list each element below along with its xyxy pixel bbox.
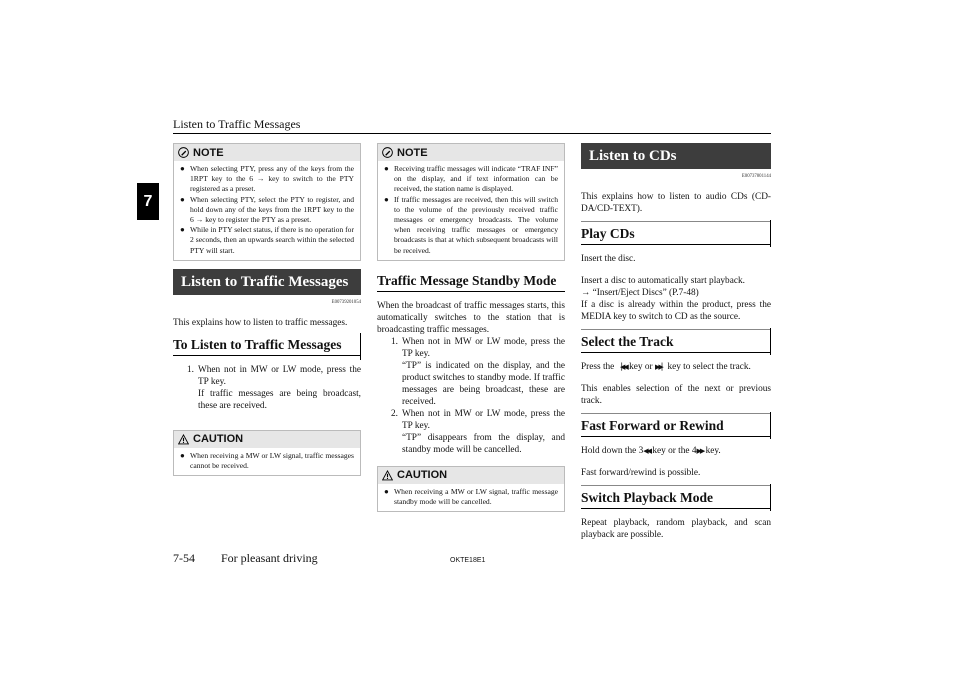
step-item: 1. When not in MW or LW mode, press the TP key. If traffic messages are being broadcast, these are received. xyxy=(187,364,361,411)
subhead-label: Play CDs xyxy=(581,226,635,241)
switch-note: Repeat playback, random playback, and scan playback are possible. xyxy=(581,518,771,540)
note-header xyxy=(174,144,360,161)
footer-section: For pleasant driving xyxy=(221,551,318,565)
step-item: 1. When not in MW or LW mode, press the TP key. “TP” is indicated on the display, and the product switches to standby mode. If traffic messages are being broadcast, these are received. xyxy=(391,336,565,407)
note-body xyxy=(174,161,360,260)
note-header xyxy=(378,144,564,161)
step-item: 2. When not in MW or LW mode, press the TP key. “TP” disappears from the display, and standby mode will be cancelled. xyxy=(391,408,565,455)
subhead-rule xyxy=(360,333,361,360)
note-pencil-icon xyxy=(178,147,189,158)
subhead-play xyxy=(581,221,771,245)
section-code: E00737801144 xyxy=(741,174,771,179)
bullet-icon: ● xyxy=(180,194,185,204)
caution-body xyxy=(378,484,564,511)
ffwd-note: Fast forward/rewind is possible. xyxy=(581,468,701,478)
header-rule xyxy=(173,133,771,134)
play-auto: Insert a disc to automatically start playback. xyxy=(581,276,745,286)
warning-triangle-icon xyxy=(178,434,189,445)
caution-box xyxy=(173,430,361,476)
warning-triangle-icon xyxy=(382,470,393,481)
fast-forward-icon: ▶▶ xyxy=(696,447,704,455)
note-item: ● While in PTY select status, if there is no operation for 2 seconds, then an upwards search within the selected PTY will start. xyxy=(180,225,354,255)
subhead-ffwd xyxy=(581,413,771,437)
bullet-icon: ● xyxy=(180,164,185,173)
bullet-icon: ● xyxy=(180,450,185,460)
caution-box xyxy=(377,466,565,512)
select-note: This enables selection of the next or previous track. xyxy=(581,384,771,406)
caution-header xyxy=(378,467,564,484)
caution-item: ● When receiving a MW or LW signal, traffic messages cannot be received. xyxy=(180,450,354,471)
caution-body xyxy=(174,448,360,475)
select-step: Press the ▕◀◀ key or ▶▶▏ key to select the track. xyxy=(581,362,751,372)
note-item: ● When selecting PTY, press any of the keys from the 1RPT key to the 6 → key to switch to the PTY registered as a preset. xyxy=(180,164,354,194)
bullet-icon: ● xyxy=(384,194,389,204)
note-box xyxy=(173,143,361,261)
subhead-switch xyxy=(581,485,771,509)
step-list xyxy=(173,364,361,412)
play-reference: → “Insert/Eject Discs” (P.7-48) xyxy=(581,288,699,298)
subhead-label: Select the Track xyxy=(581,334,674,349)
note-label: NOTE xyxy=(193,146,224,159)
section-intro: This explains how to listen to audio CDs (CD-DA/CD-TEXT). xyxy=(581,192,771,214)
section-title-bar: Listen to CDs xyxy=(581,143,771,169)
note-pencil-icon xyxy=(382,147,393,158)
subhead-rule xyxy=(770,484,771,511)
caution-header xyxy=(174,431,360,448)
bullet-icon: ● xyxy=(180,225,185,235)
note-item: ● Receiving traffic messages will indicate “TRAF INF” on the display, and if text information can be received, the station name is displayed. xyxy=(384,164,558,194)
subhead-rule xyxy=(770,328,771,355)
chapter-tab: 7 xyxy=(137,183,159,220)
page-number: 7-54 xyxy=(173,551,195,565)
bullet-icon: ● xyxy=(384,164,389,173)
caution-label: CAUTION xyxy=(397,469,448,482)
subhead xyxy=(173,335,361,356)
section-title-bar: Listen to Traffic Messages xyxy=(173,269,361,295)
note-item: ● When selecting PTY, select the PTY to register, and hold down any of the keys from the 1RPT key to the 6 → key to register the PTY as a preset. xyxy=(180,194,354,225)
subhead-rule xyxy=(770,220,771,247)
section-intro: When the broadcast of traffic messages starts, this automatically switches to the station that is broadcasting traffic messages. xyxy=(377,300,565,335)
next-track-icon: ▶▶▏ xyxy=(654,363,666,371)
play-media: If a disc is already within the product, press the MEDIA key to switch to CD as the source. xyxy=(581,300,771,322)
subhead-label: Switch Playback Mode xyxy=(581,490,714,505)
column-1 xyxy=(173,143,361,476)
section-code: E00739201054 xyxy=(331,299,361,305)
note-item: ● If traffic messages are received, then this will switch to the volume of the previously received traffic messages or emergency broadcasts. The volume when receiving traffic messages or emergency broadcasts is that at which subsequent broadcasts will be received. xyxy=(384,194,558,255)
subhead-rule xyxy=(770,412,771,439)
ffwd-step: Hold down the 3◀◀ key or the 4▶▶ key. xyxy=(581,446,721,456)
previous-track-icon: ▕◀◀ xyxy=(616,363,627,371)
subhead-select xyxy=(581,329,771,353)
column-2 xyxy=(377,143,565,512)
caution-item: ● When receiving a MW or LW signal, traffic message standby mode will be cancelled. xyxy=(384,486,558,507)
section-intro: This explains how to listen to traffic messages. xyxy=(173,317,348,328)
column-3 xyxy=(581,143,771,541)
page-header-title: Listen to Traffic Messages xyxy=(173,117,301,131)
note-label: NOTE xyxy=(397,146,428,159)
rewind-icon: ◀◀ xyxy=(643,447,651,455)
subhead xyxy=(377,271,565,292)
subhead-label: Traffic Message Standby Mode xyxy=(377,272,557,288)
bullet-icon: ● xyxy=(384,486,389,496)
subhead-label: Fast Forward or Rewind xyxy=(581,418,724,433)
caution-label: CAUTION xyxy=(193,433,244,446)
subhead-label: To Listen to Traffic Messages xyxy=(173,336,342,352)
play-step: Insert the disc. xyxy=(581,254,636,264)
step-list xyxy=(377,336,565,456)
note-body xyxy=(378,161,564,260)
note-box xyxy=(377,143,565,261)
footer-code: OKTE18E1 xyxy=(450,557,486,564)
